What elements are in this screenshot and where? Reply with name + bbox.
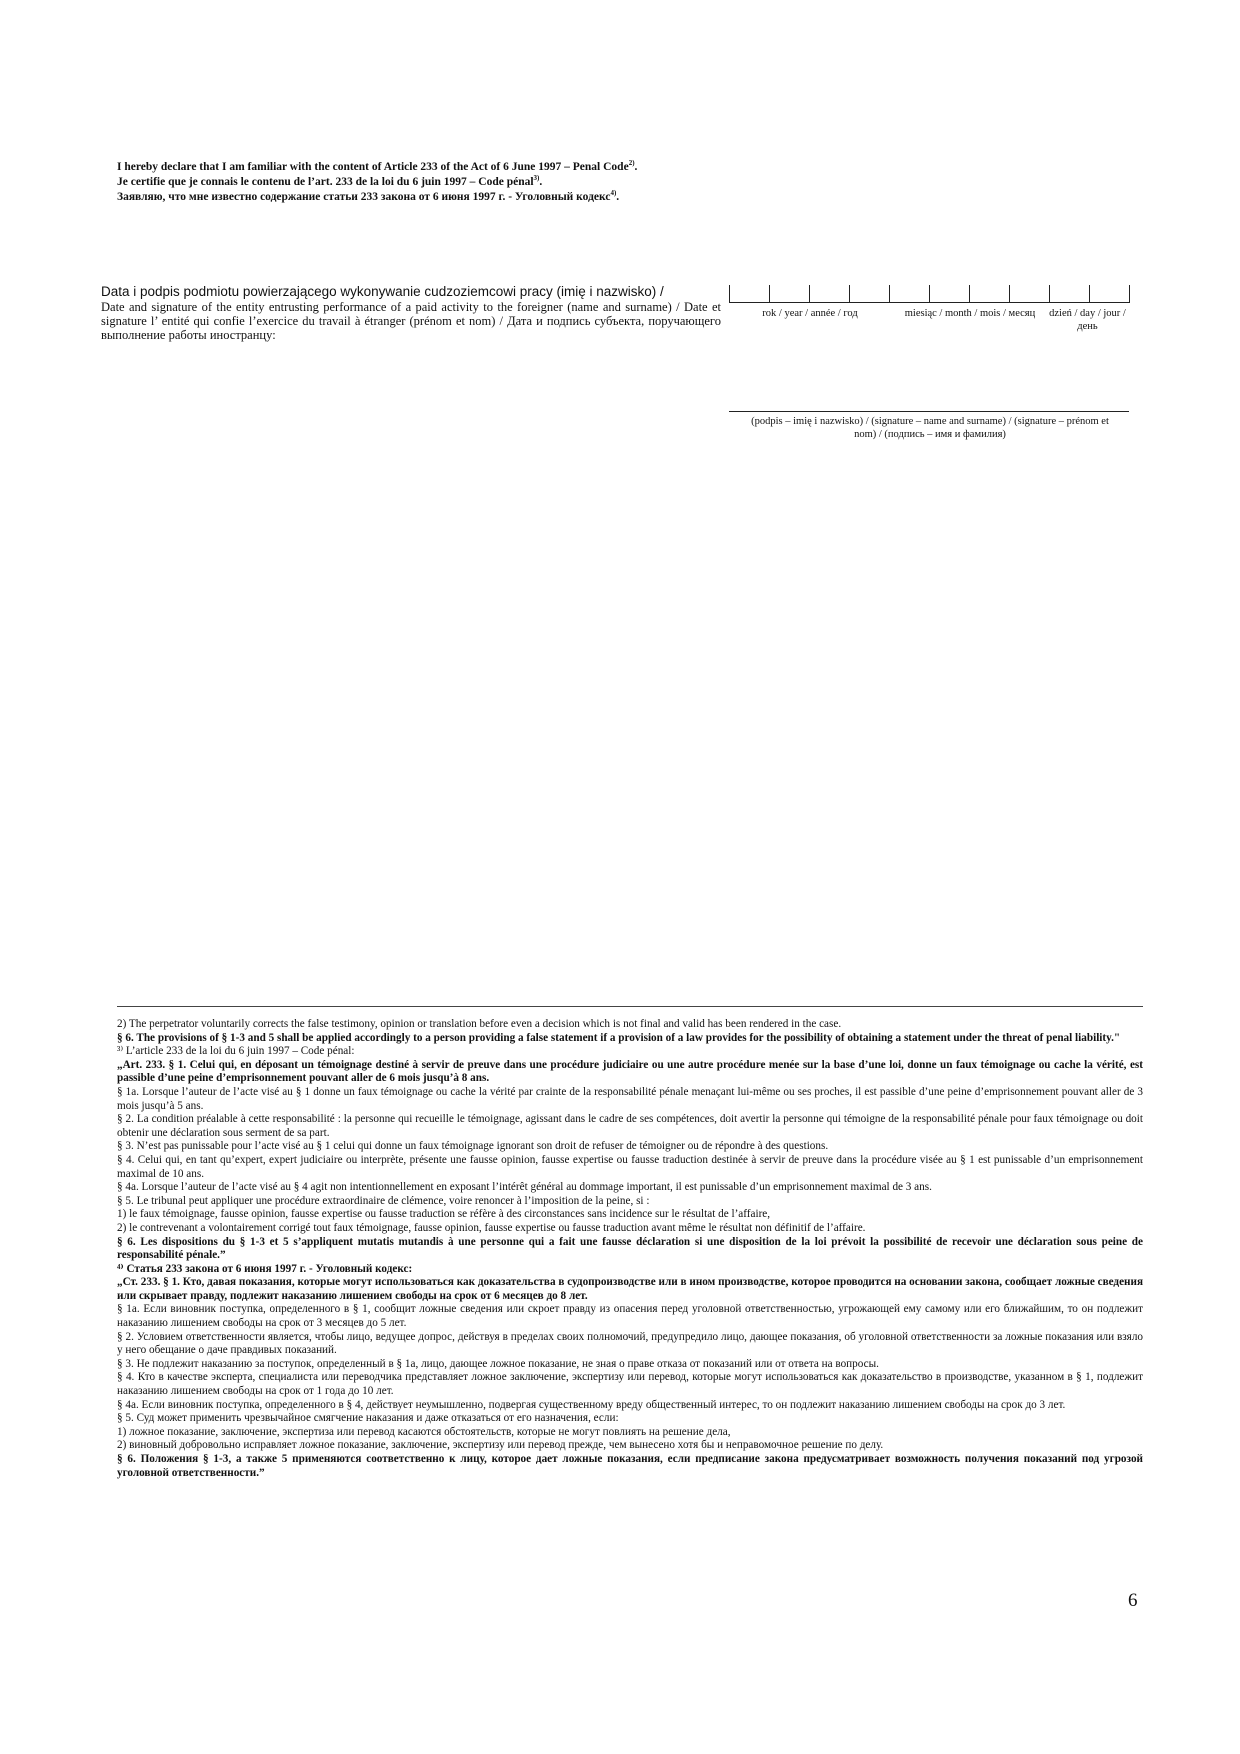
date-label-month: miesiąc / month / mois / месяц — [904, 308, 1036, 319]
date-box-divider — [809, 285, 810, 303]
footnote-paragraph: § 4. Кто в качестве эксперта, специалиста или переводчика представляет ложное заключение, экспертизу или перевод, которые могут использоваться как доказательство в производстве, указанном в § 1, подлежит наказанию лишением свободы на срок от 1 года до 10 лет. — [117, 1371, 1143, 1398]
footnotes — [117, 1018, 1143, 1480]
signature-label-pl: Data i podpis podmiotu powierzającego wykonywanie cudzoziemcowi pracy (imię i nazwisko) / — [101, 284, 664, 299]
footnote-paragraph: § 4a. Lorsque l’auteur de l’acte visé au § 4 agit non intentionnellement en exposant l’intérêt général au dommage important, il est punissable d’un emprisonnement maximal de 3 ans. — [117, 1181, 932, 1194]
declaration-fr: Je certifie que je connais le contenu de l’art. 233 de la loi du 6 juin 1997 – Code pénal$^{3)}$. — [117, 174, 543, 188]
date-label-day: dzień / day / jour / день — [1049, 308, 1126, 332]
footnote-paragraph: § 3. Не подлежит наказанию за поступок, определенный в § 1а, лицо, дающее ложное показание, не зная о праве отказа от показаний или от ответа на вопросы. — [117, 1357, 879, 1370]
declaration-en: I hereby declare that I am familiar with the content of Article 233 of the Act of 6 June 1997 – Penal Code$^{2)}$. — [117, 159, 638, 173]
footnote-paragraph: § 5. Суд может применить чрезвычайное смягчение наказания и даже отказаться от его назначения, если: — [117, 1412, 619, 1425]
footnote-paragraph: 2) le contrevenant a volontairement corrigé tout faux témoignage, fausse opinion, fausse expertise ou fausse traduction avant même le résultat non définitif de l’affaire. — [117, 1221, 866, 1234]
signature-line[interactable] — [729, 411, 1129, 412]
footnote-paragraph: § 3. N’est pas punissable pour l’acte visé au § 1 celui qui donne un faux témoignage ignorant son droit de refuser de témoigner ou de répondre à des questions. — [117, 1140, 829, 1153]
footnote-paragraph: ³⁾ L’article 233 de la loi du 6 juin 1997 – Code pénal: — [117, 1045, 355, 1058]
footnote-paragraph: 1) le faux témoignage, fausse opinion, fausse expertise ou fausse traduction se réfère à des circonstances sans incidence sur le résultat de l’affaire, — [117, 1208, 771, 1221]
date-box-divider — [1009, 285, 1010, 303]
declaration-block — [117, 160, 817, 205]
date-boxes[interactable] — [729, 285, 1130, 303]
footnote-paragraph: § 2. Условием ответственности является, чтобы лицо, ведущее допрос, действуя в пределах своих полномочий, предупредило лицо, дающее показания, об уголовной ответственности за ложные показания или взяло у него обещание о даче правдивых показаний. — [117, 1330, 1143, 1357]
footnote-paragraph: § 1a. Lorsque l’auteur de l’acte visé au § 1 donne un faux témoignage ou cache la vérité par crainte de la responsabilité pénale menaçant lui-même ou ses proches, il est passible d’une peine d’emprisonnement pouvant aller de 3 mois jusqu’à 5 ans. — [117, 1085, 1143, 1112]
signature-caption: (podpis – imię i nazwisko) / (signature – name and surname) / (signature – prénom et nom) / (подпись – имя и фамилия) — [751, 416, 1109, 440]
footnote-paragraph: § 2. La condition préalable à cette responsabilité : la personne qui recueille le témoignage, agissant dans le cadre de ses compétences, doit avertir la personne qui témoigne de la responsabilité pénale pour faux témoignage ou doit obtenir une déclaration sous serment de sa part. — [117, 1113, 1143, 1139]
footnote-paragraph: § 6. The provisions of § 1-3 and 5 shall be applied accordingly to a person providing a false statement if a provision of a law provides for the possibility of obtaining a statement under the threat of penal liability." — [117, 1031, 1121, 1044]
footnote-paragraph: § 1а. Если виновник поступка, определенного в § 1, сообщит ложные сведения или скроет правду из опасения перед уголовной ответственностью, угрожающей ему самому или его ближайшим, то он подлежит наказанию лишением свободы на срок от 3 месяцев до 5 лет. — [117, 1303, 1143, 1330]
footnote-paragraph: 1) ложное показание, заключение, экспертиза или перевод касаются обстоятельств, которые не могут повлиять на решение дела, — [117, 1425, 731, 1438]
date-box-divider — [1089, 285, 1090, 303]
date-box-divider — [1129, 285, 1130, 303]
date-box-divider — [1049, 285, 1050, 303]
footnote-paragraph: „Art. 233. § 1. Celui qui, en déposant un témoignage destiné à servir de preuve dans une procédure judiciaire ou une autre procédure menée sur la base d’une loi, donne un faux témoignage ou cache la vérité, est passible d’une peine d’emprisonnement pouvant aller de 6 mois jusqu’à 8 ans. — [117, 1058, 1143, 1085]
footnote-divider — [117, 1006, 1143, 1007]
footnote-paragraph: § 6. Положения § 1-3, а также 5 применяются соответственно к лицу, которое дает ложные показания, если предписание закона предусматривает возможность получения показаний под угрозой уголовной ответственности.” — [117, 1453, 1143, 1479]
date-box-divider — [969, 285, 970, 303]
signature-label-multilang: Date and signature of the entity entrusting performance of a paid activity to the foreigner (name and surname) / Date et signature l’ entité qui confie l’exercice du travail à étranger (prénom et nom) / Дата и подпись субъекта, поручающего выполнение работы иностранцу: — [101, 300, 721, 342]
date-box-divider — [889, 285, 890, 303]
footnote-paragraph: 2) виновный добровольно исправляет ложное показание, заключение, экспертизу или перевод прежде, чем вынесено хотя бы и неправомочное решение по делу. — [117, 1439, 884, 1452]
footnote-paragraph: 2) The perpetrator voluntarily corrects the false testimony, opinion or translation before even a decision which is not final and valid has been rendered in the case. — [117, 1018, 842, 1030]
date-box-divider — [849, 285, 850, 303]
date-box-divider — [729, 285, 730, 303]
date-box-divider — [769, 285, 770, 303]
footnote-paragraph: „Ст. 233. § 1. Кто, давая показания, которые могут использоваться как доказательства в судопроизводстве или в ином производстве, которое проводится на основании закона, сообщает ложные сведения или скрывает правду, подлежит наказанию лишением свободы на срок от 6 месяцев до 8 лет. — [117, 1276, 1143, 1302]
footnote-paragraph: § 4. Celui qui, en tant qu’expert, expert judiciaire ou interprète, présente une fausse opinion, fausse expertise ou fausse traduction destinée à servir de preuve dans la procédure visée au § 1 est punissable d’un emprisonnement maximal de 10 ans. — [117, 1153, 1143, 1180]
date-box-divider — [929, 285, 930, 303]
signature-block-label — [101, 283, 721, 342]
declaration-ru: Заявляю, что мне известно содержание статьи 233 закона от 6 июня 1997 г. - Уголовный кодекс$^{4)}$. — [117, 189, 620, 203]
footnote-paragraph: ⁴⁾ Статья 233 закона от 6 июня 1997 г. - Уголовный кодекс: — [117, 1262, 413, 1275]
footnote-paragraph: § 5. Le tribunal peut appliquer une procédure extraordinaire de clémence, voire renoncer à l’imposition de la peine, si : — [117, 1194, 650, 1207]
date-label-year: rok / year / année / год — [762, 308, 858, 319]
footnote-paragraph: § 6. Les dispositions du § 1-3 et 5 s’appliquent mutatis mutandis à une personne qui a fait une fausse déclaration si une disposition de la loi prévoit la possibilité de recevoir une déclaration sous peine de responsabilité pénale.” — [117, 1235, 1143, 1262]
page-number: 6 — [1128, 1590, 1138, 1611]
footnote-paragraph: § 4а. Если виновник поступка, определенного в § 4, действует неумышленно, подвергая существенному вреду общественный интерес, то он подлежит наказанию лишением свободы на срок до 3 лет. — [117, 1398, 1066, 1411]
